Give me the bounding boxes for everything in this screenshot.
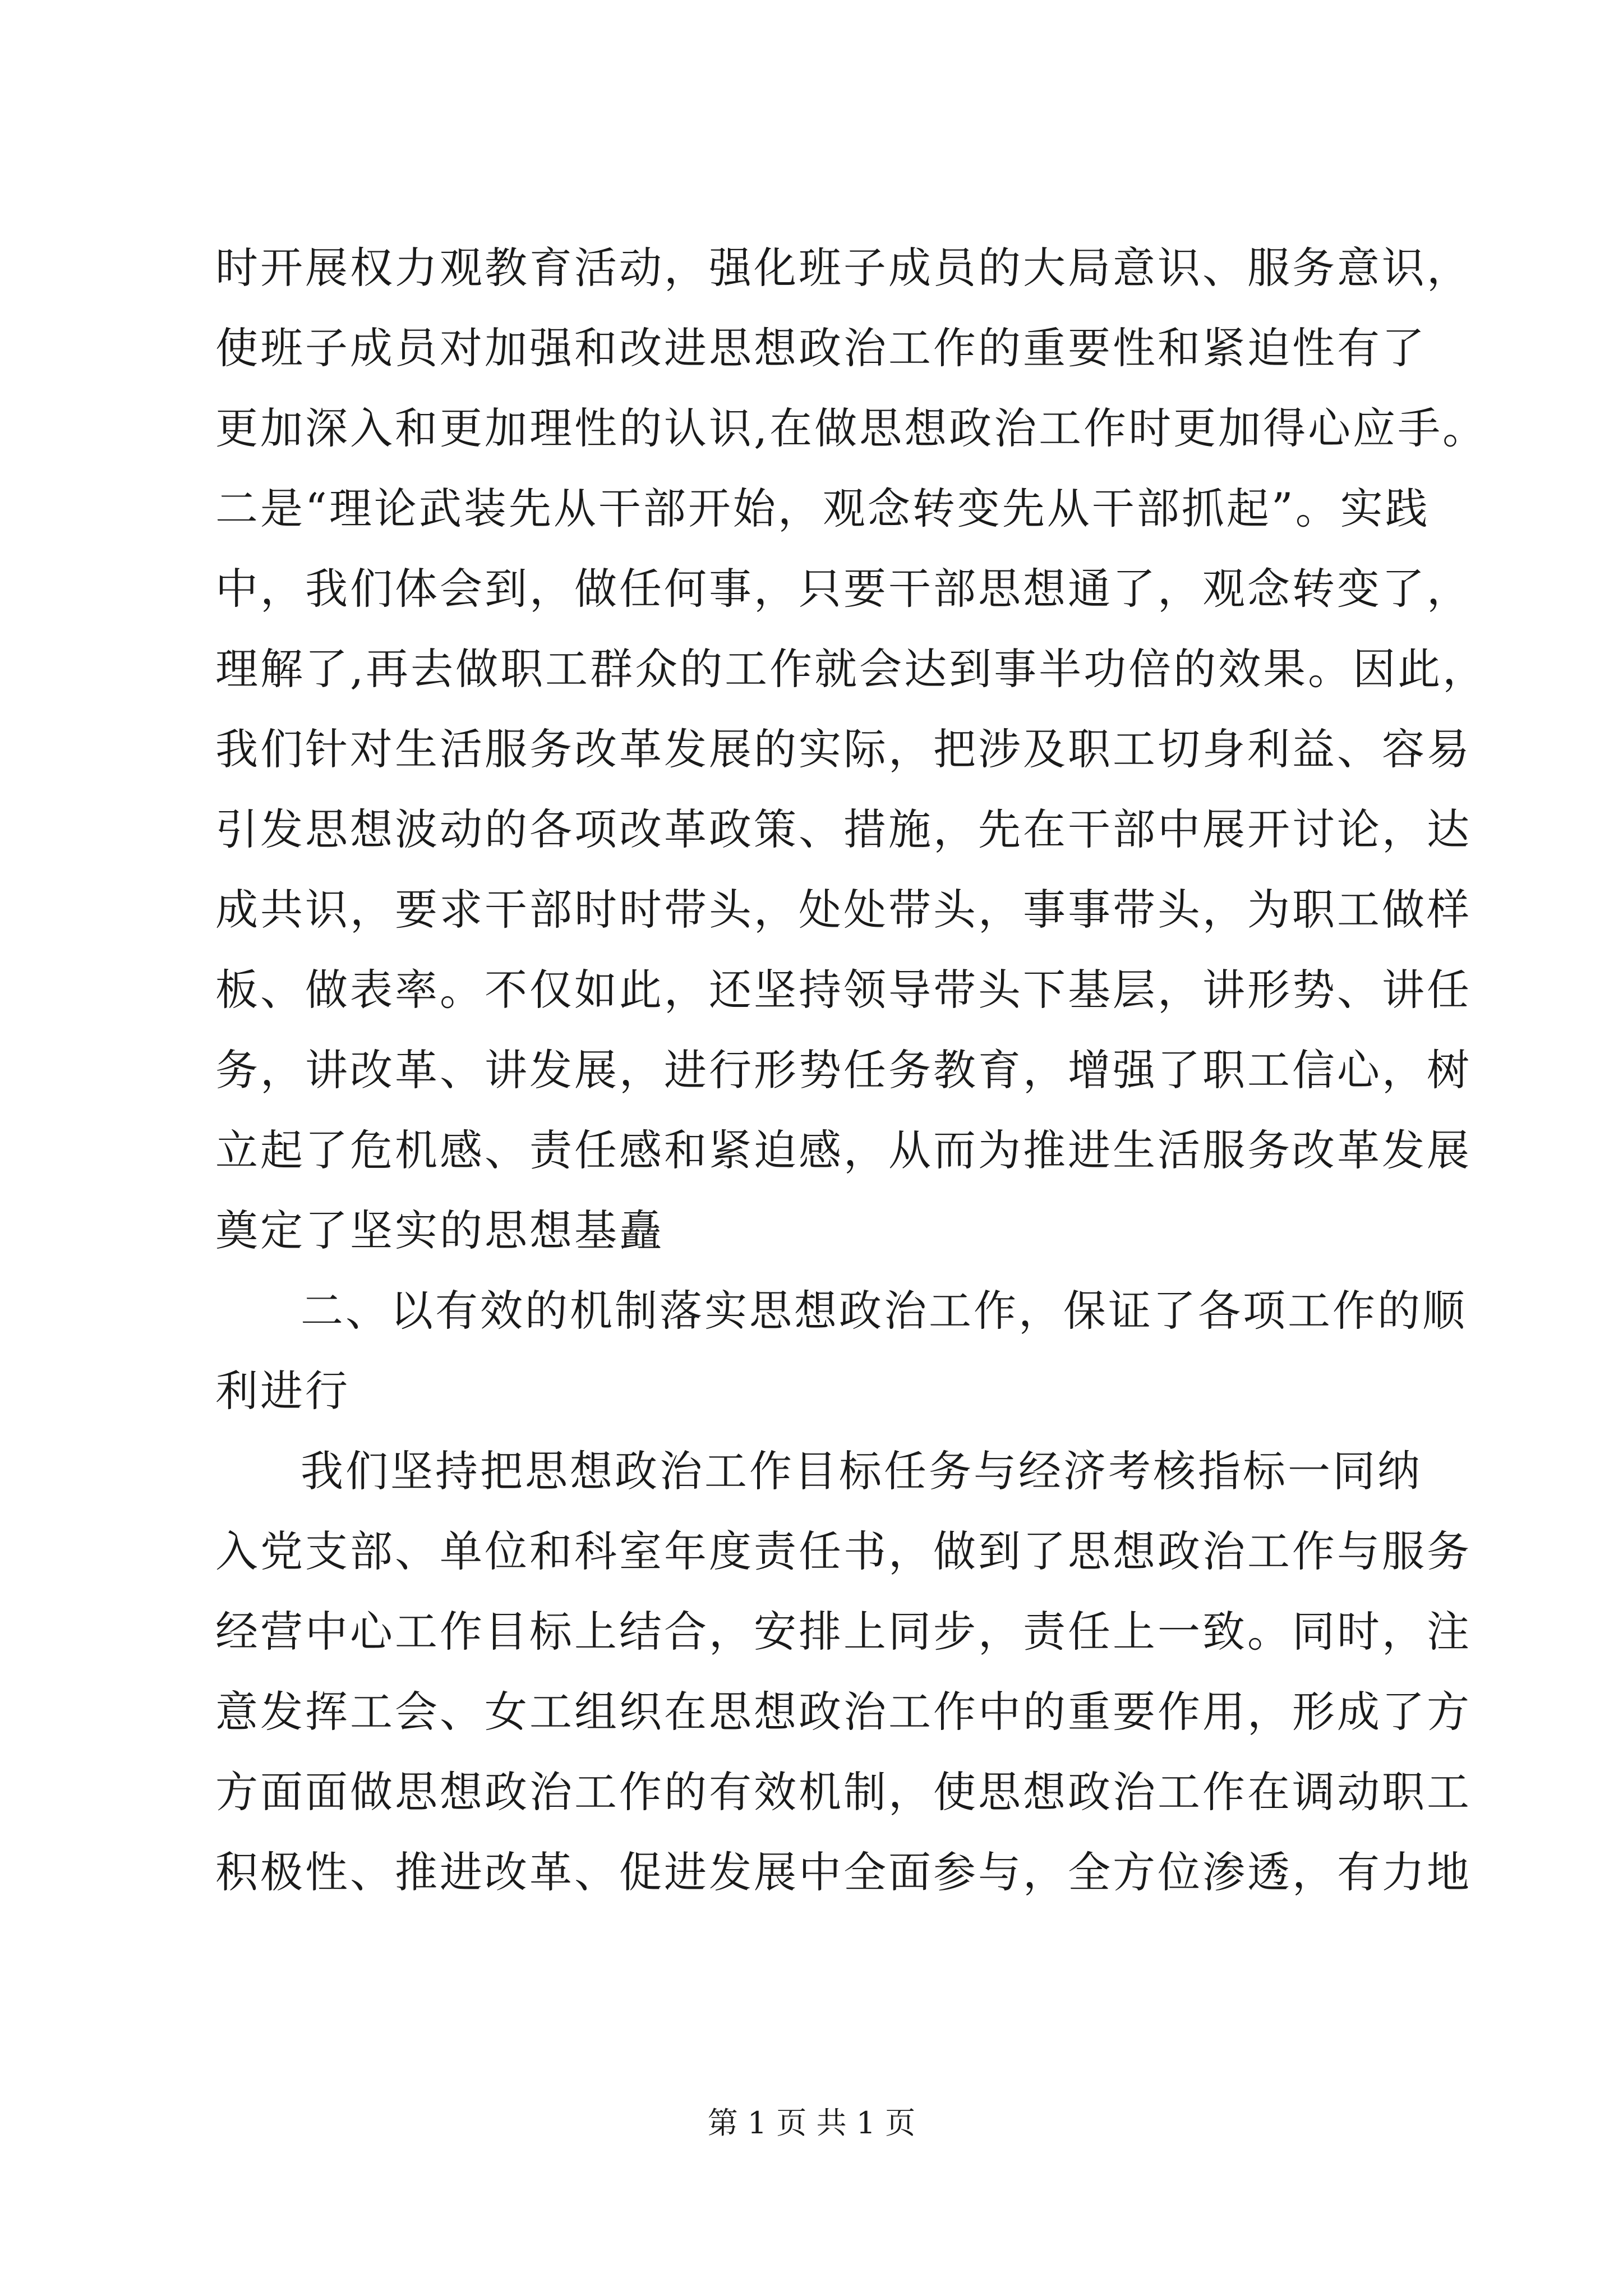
text-line: 板、做表率。不仅如此，还坚持领导带头下基层，讲形势、讲任 <box>215 965 1472 1015</box>
text-line: 务，讲改革、讲发展，进行形势任务教育，增强了职工信心，树 <box>215 1045 1472 1095</box>
text-line: 理解了,再去做职工群众的工作就会达到事半功倍的效果。因此， <box>215 644 1488 694</box>
text-line: 我们针对生活服务改革发展的实际，把涉及职工切身利益、容易 <box>215 724 1472 774</box>
text-line: 经营中心工作目标上结合，安排上同步，责任上一致。同时，注 <box>215 1607 1472 1657</box>
text-line: 更加深入和更加理性的认识,在做思想政治工作时更加得心应手。 <box>215 403 1488 453</box>
text-line: 方面面做思想政治工作的有效机制，使思想政治工作在调动职工 <box>215 1767 1472 1817</box>
section-heading-continuation: 利进行 <box>215 1366 350 1416</box>
text-line: 中，我们体会到，做任何事，只要干部思想通了，观念转变了， <box>215 564 1472 614</box>
document-body <box>215 228 1488 1912</box>
text-line: 成共识，要求干部时时带头，处处带头，事事带头，为职工做样 <box>215 885 1472 935</box>
page-number-footer: 第 1 页 共 1 页 <box>707 2105 916 2141</box>
section-heading: 二、以有效的机制落实思想政治工作，保证了各项工作的顺 <box>301 1286 1467 1336</box>
text-line: 奠定了坚实的思想基矗 <box>215 1205 664 1255</box>
text-line: 意发挥工会、女工组织在思想政治工作中的重要作用，形成了方 <box>215 1687 1472 1737</box>
text-line: 立起了危机感、责任感和紧迫感，从而为推进生活服务改革发展 <box>215 1125 1472 1175</box>
text-line: 积极性、推进改革、促进发展中全面参与，全方位渗透，有力地 <box>215 1847 1472 1897</box>
text-line: 入党支部、单位和科室年度责任书，做到了思想政治工作与服务 <box>215 1526 1472 1576</box>
text-line: 二是“理论武装先从干部开始，观念转变先从干部抓起”。实践 <box>215 484 1430 533</box>
text-line: 引发思想波动的各项改革政策、措施，先在干部中展开讨论，达 <box>215 804 1472 854</box>
paragraph-start-line: 我们坚持把思想政治工作目标任务与经济考核指标一同纳 <box>301 1446 1422 1496</box>
text-line: 时开展权力观教育活动，强化班子成员的大局意识、服务意识， <box>215 243 1472 293</box>
text-line: 使班子成员对加强和改进思想政治工作的重要性和紧迫性有了 <box>215 323 1427 373</box>
